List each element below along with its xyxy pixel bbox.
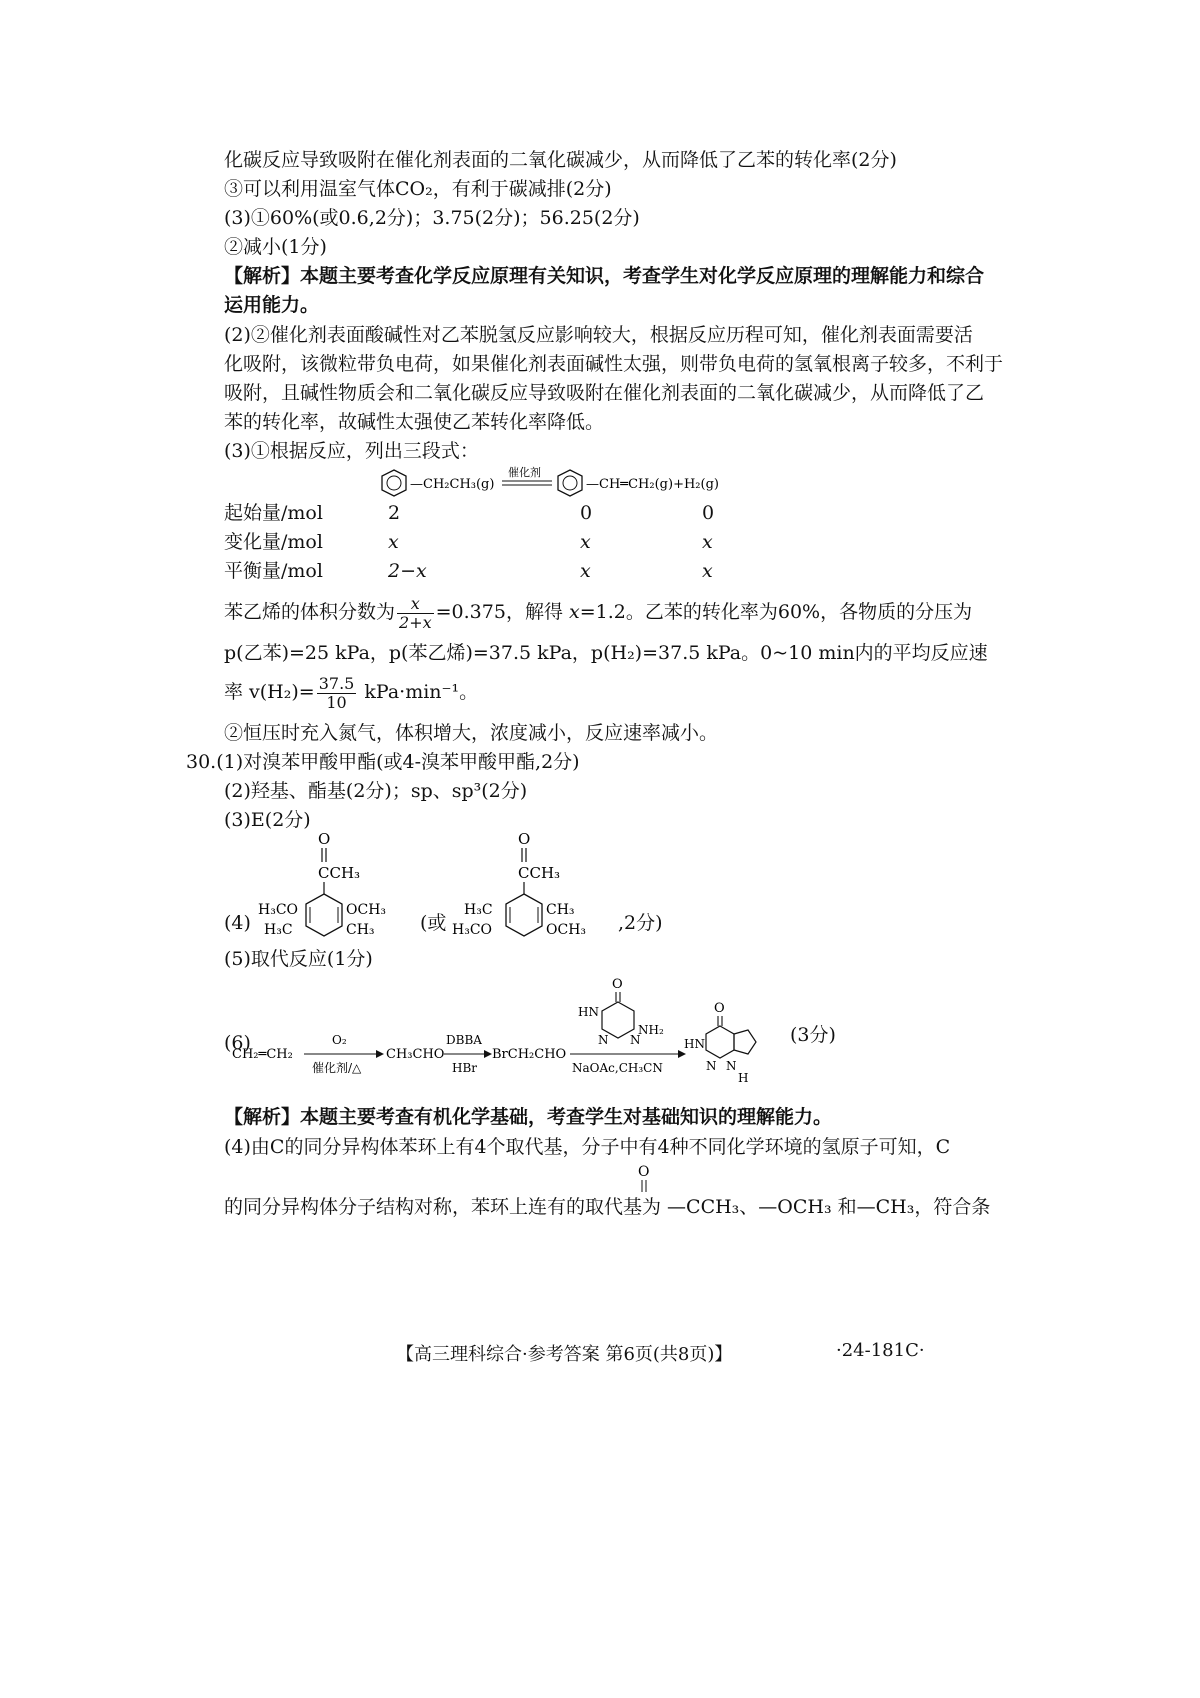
svg-text:CCH₃: CCH₃ [518,864,561,882]
svg-text:NaOAc,CH₃CN: NaOAc,CH₃CN [572,1061,663,1075]
table-cell: 0 [580,502,593,524]
text-line: (3)E(2分) [224,809,311,831]
text-line: ②减小(1分) [224,236,327,258]
svg-text:HN: HN [684,1037,705,1051]
analysis-heading: 【解析】本题主要考查化学反应原理有关知识，考查学生对化学反应原理的理解能力和综合 [224,265,985,287]
svg-text:NH₂: NH₂ [638,1023,664,1037]
carbonyl-mark [634,1162,654,1196]
benzene-ring-icon [306,894,342,936]
question-30: 30.(1)对溴苯甲酸甲酯(或4-溴苯甲酸甲酯,2分) [186,751,580,773]
svg-text:CH₃CHO: CH₃CHO [386,1047,445,1062]
svg-text:O: O [612,978,623,992]
text-line: 吸附，且碱性物质会和二氧化碳反应导致吸附在催化剂表面的二氧化碳减少，从而降低了乙 [224,382,985,404]
benzene-ring-icon [506,894,542,936]
table-cell: x [702,531,713,553]
or-label: (或 [420,912,447,934]
svg-text:OCH₃: OCH₃ [346,902,387,918]
svg-text:O: O [318,830,331,848]
svg-text:O₂: O₂ [332,1033,347,1047]
table-row-label: 起始量/mol [224,502,323,524]
text-line: p(乙苯)=25 kPa，p(苯乙烯)=37.5 kPa，p(H₂)=37.5 kPa。0~10 min内的平均反应速 [224,642,988,664]
text-line: (3)①60%(或0.6,2分)；3.75(2分)；56.25(2分) [224,207,640,229]
synthesis-route [226,978,786,1088]
svg-text:N: N [726,1059,737,1073]
text-line: (3)①根据反应，列出三段式： [224,440,479,462]
text-line: (2)②催化剂表面酸碱性对乙苯脱氢反应影响较大，根据反应历程可知，催化剂表面需要活 [224,324,973,346]
svg-text:H₃CO: H₃CO [452,922,493,938]
fraction: $\frac{37.5}{10}$ [318,673,355,712]
text-line: ③可以利用温室气体CO₂，有利于碳减排(2分) [224,178,612,200]
svg-text:H: H [738,1071,749,1085]
svg-text:HN: HN [578,1005,599,1019]
svg-text:N: N [706,1059,717,1073]
text-line: 化碳反应导致吸附在催化剂表面的二氧化碳减少，从而降低了乙苯的转化率(2分) [224,149,897,171]
item-label: (6) [224,1032,251,1054]
text-line: ②恒压时充入氮气，体积增大，浓度减小，反应速率减小。 [224,722,719,744]
reaction-equation [380,466,800,500]
benzene-ring-icon [382,470,406,496]
table-cell: x [580,531,591,553]
analysis-heading-cont: 运用能力。 [224,294,320,316]
svg-text:CCH₃: CCH₃ [318,864,361,882]
catalyst-label: 催化剂 [508,466,541,479]
svg-text:HBr: HBr [452,1061,478,1075]
fraction: $\frac{x}{2+x}$ [399,593,432,632]
svg-text:H₃C: H₃C [464,902,493,918]
table-cell: 2 [388,502,401,524]
analysis-heading: 【解析】本题主要考查有机化学基础，考查学生对基础知识的理解能力。 [224,1106,833,1128]
svg-text:CH₃: CH₃ [346,922,375,938]
svg-text:H₃CO: H₃CO [258,902,299,918]
product-label: —CH═CH₂(g)+H₂(g) [586,477,719,492]
text-line: 化吸附，该微粒带负电荷，如果催化剂表面碱性太强，则带负电荷的氢氧根离子较多，不利于 [224,353,1004,375]
table-cell: x [702,560,713,582]
score-label: (3分) [790,1024,836,1046]
table-cell: x [580,560,591,582]
svg-text:H₃C: H₃C [264,922,293,938]
text-line: (4)由C的同分异构体苯环上有4个取代基，分子中有4种不同化学环境的氢原子可知，C [224,1136,951,1158]
item-label: (4) [224,912,251,934]
text-line: (2)羟基、酯基(2分)；sp、sp³(2分) [224,780,528,802]
svg-text:O: O [518,830,531,848]
text-line: 苯的转化率，故碱性太强使乙苯转化率降低。 [224,411,605,433]
svg-text:CH₃: CH₃ [546,902,575,918]
svg-text:催化剂/△: 催化剂/△ [312,1061,362,1075]
benzene-ring-icon [558,470,582,496]
svg-text:OCH₃: OCH₃ [546,922,587,938]
page-footer: 【高三理科综合·参考答案 第6页(共8页)】 [396,1344,733,1365]
text-line: 的同分异构体分子结构对称，苯环上连有的取代基为 —CCH₃、—OCH₃ 和—CH₃，符合条 [224,1196,991,1218]
structure-2 [452,830,612,945]
score-label: ,2分) [618,912,663,934]
text-line: 率 v(H₂)= $\frac{37.5}{10}$ kPa·min⁻¹。 [224,673,479,712]
table-cell: 0 [702,502,715,524]
structure-1 [258,830,418,945]
page-code: ·24-181C· [836,1340,925,1361]
svg-text:CH₂═CH₂: CH₂═CH₂ [232,1047,293,1062]
svg-text:N: N [598,1033,609,1047]
svg-text:N: N [630,1033,641,1047]
table-cell: x [388,531,399,553]
svg-text:O: O [638,1164,650,1180]
reactant-label: —CH₂CH₃(g) [410,477,495,492]
svg-text:DBBA: DBBA [446,1033,482,1047]
table-cell: 2−x [388,560,427,582]
fused-ring-icon [706,1026,734,1058]
table-row-label: 变化量/mol [224,531,323,553]
svg-text:O: O [714,1001,725,1016]
svg-text:BrCH₂CHO: BrCH₂CHO [492,1047,567,1062]
table-row-label: 平衡量/mol [224,560,323,582]
text-line: (5)取代反应(1分) [224,948,373,970]
text-line: 苯乙烯的体积分数为 $\frac{x}{2+x}$ =0.375，解得 x=1.2。乙苯的转化率为60%，各物质的分压为 [224,593,973,632]
